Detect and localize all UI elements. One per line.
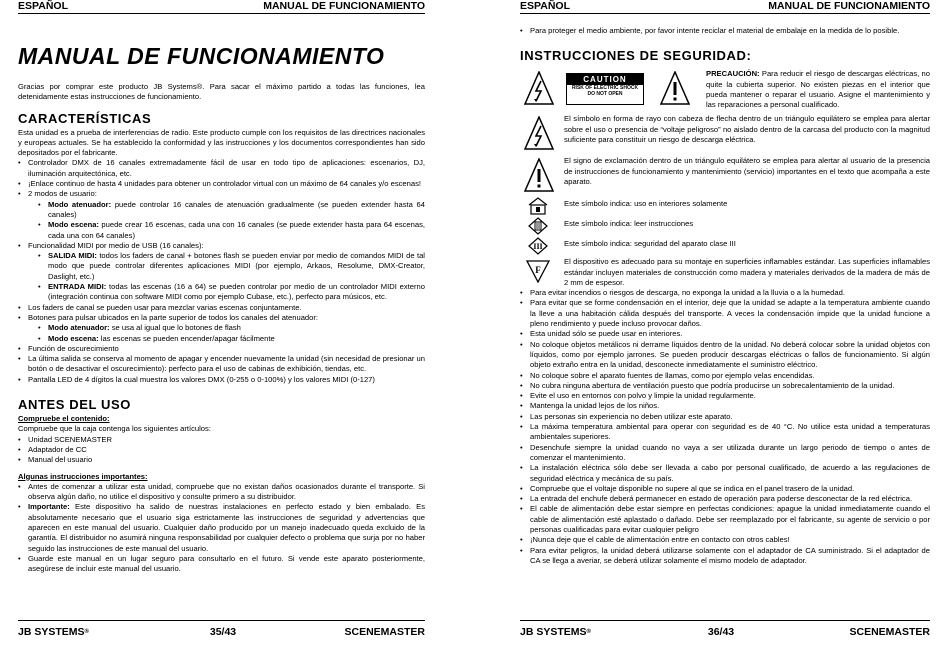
list-item: • Modo atenuador: puede controlar 16 canales de atenuación gradualmente (se pueden extender hasta 64 canales) xyxy=(38,200,425,221)
symbol-description: El signo de exclamación dentro de un triángulo equilátero se emplea para alertar al usuario de la presencia de instrucciones de funcionamiento y mantenimiento (servicio) importantes en el texto que acompaña a este aparato. xyxy=(564,156,930,186)
list-item: • 2 modos de usuario: xyxy=(18,189,425,199)
list-item: • No coloque objetos metálicos ni derrame líquidos dentro de la unidad. No deberá colocar sobre la unidad objetos con líquidos, como por ejemplo jarrones. Se pueden producir descargas eléctricas o fallos de funcionamiento. Si algún objeto extraño entra en la unidad, desconecte inmediatamente el suministro eléctrico. xyxy=(520,340,930,371)
list-item: • Evite el uso en entornos con polvo y limpie la unidad regularmente. xyxy=(520,391,930,401)
exclamation-warning-icon xyxy=(660,71,690,105)
list-item: • Modo atenuador: se usa al igual que lo botones de flash xyxy=(38,323,425,333)
footer-brand: JB SYSTEMS® xyxy=(18,626,89,638)
symbol-description: Este símbolo indica: seguridad del aparato clase III xyxy=(564,239,736,249)
header-title: MANUAL DE FUNCIONAMIENTO xyxy=(768,0,930,12)
flammable-surface-icon xyxy=(526,259,550,283)
intro-paragraph: Gracias por comprar este producto JB Systems®. Para sacar el máximo partido a todas las funciones, lea detenidamente estas instrucciones de funcionamiento. xyxy=(18,82,425,102)
svg-text:F: F xyxy=(535,265,541,276)
features-heading: CARACTERÍSTICAS xyxy=(18,110,152,126)
symbol-row xyxy=(520,156,930,192)
list-item: • Modo escena: las escenas se pueden encender/apagar fácilmente xyxy=(38,334,425,344)
list-item: • Las personas sin experiencia no deben utilizar este aparato. xyxy=(520,412,930,422)
midi-list xyxy=(18,251,425,302)
caution-label-box xyxy=(566,73,644,105)
list-item: • Para evitar peligros, la unidad deberá utilizarse solamente con el adaptador de CA suministrado. Si el adaptador de CA se llega a averiar, se deberá utilizar solamente el mismo modelo de adaptador. xyxy=(520,546,930,567)
caution-sub2: DO NOT OPEN xyxy=(587,91,623,98)
symbol-description: El dispositivo es adecuado para su montaje en superficies inflamables estándar. Las superficies inflamables estándar incluyen materiales de construcción como madera y materiales derivados de la madera de más de 2 mm de espesor. xyxy=(564,257,930,287)
features-list xyxy=(18,303,425,324)
features-list xyxy=(18,158,425,199)
list-item: • Los faders de canal se pueden usar para mezclar varias escenas conjuntamente. xyxy=(18,303,425,313)
user-modes-list xyxy=(18,200,425,241)
list-item: • Desenchufe siempre la unidad cuando no vaya a ser utilizada durante un largo periodo de tiempo o antes de comenzar el mantenimiento. xyxy=(520,443,930,464)
list-item: • El cable de alimentación debe estar siempre en perfectas condiciones: apague la unidad inmediatamente cuando el cable de alimentación esté aplastado o dañado. Debe ser reemplazado por el fabricante, su agente de servicio o por personas cualificadas para evitar cualquier peligro xyxy=(520,504,930,535)
symbol-description: Este símbolo indica: uso en interiores solamente xyxy=(564,199,728,209)
caution-sub1: RISK OF ELECTRIC SHOCK xyxy=(571,85,639,92)
list-item: • ENTRADA MIDI: todas las escenas (16 a 64) se pueden controlar por medio de un controlador MIDI externo (integración continua con software MIDI como por ejemplo Cubase, etc.), perfecto para músicos, etc. xyxy=(38,282,425,303)
list-item: • ¡Enlace continuo de hasta 4 unidades para obtener un controlador virtual con un máximo de 64 canales y/o escenas! xyxy=(18,179,425,189)
check-contents-title: Compruebe el contenido: xyxy=(18,414,110,424)
env-list xyxy=(520,26,930,36)
list-item: • Para proteger el medio ambiente, por favor intente reciclar el material de embalaje en la medida de lo posible. xyxy=(520,26,930,36)
footer-page-number: 35/43 xyxy=(209,626,237,638)
list-item: • ¡Nunca deje que el cable de alimentación entre en contacto con otros cables! xyxy=(520,535,930,545)
before-use-heading: ANTES DEL USO xyxy=(18,397,132,413)
list-item: • Pantalla LED de 4 dígitos la cual muestra los valores DMX (0-255 o 0-100%) y los valores MIDI (0-127) xyxy=(18,375,425,385)
footer-model: SCENEMASTER xyxy=(849,626,930,638)
list-item: • Funcionalidad MIDI por medio de USB (16 canales): xyxy=(18,241,425,251)
caution-block xyxy=(520,69,930,111)
header-language: ESPAÑOL xyxy=(520,0,570,12)
footer-model: SCENEMASTER xyxy=(344,626,425,638)
list-item: • La instalación eléctrica sólo debe ser llevada a cabo por personal cualificado, de acuerdo a las regulaciones de seguridad eléctrica y mecánica de su país. xyxy=(520,463,930,484)
symbol-row xyxy=(520,257,930,288)
list-item: • No coloque sobre el aparato fuentes de llamas, como por ejemplo velas encendidas. xyxy=(520,371,930,381)
caution-label: CAUTION xyxy=(567,74,643,85)
page-title: MANUAL DE FUNCIONAMIENTO xyxy=(18,43,385,69)
page-header xyxy=(18,0,425,14)
list-item: • La máxima temperatura ambiental para operar con seguridad es de 40 °C. No utilice esta unidad a temperaturas ambientales superiores. xyxy=(520,422,930,443)
class-three-icon xyxy=(528,237,548,255)
symbol-description: Este símbolo indica: leer instrucciones xyxy=(564,219,694,229)
list-item: • Esta unidad sólo se puede usar en interiores. xyxy=(520,329,930,339)
symbol-description: El símbolo en forma de rayo con cabeza de flecha dentro de un triángulo equilátero se emplea para alertar sobre el uso o presencia de “voltaje peligroso” no aislado dentro de la carcasa del producto con la magnitud suficiente para constituir un riesgo de descarga eléctrica. xyxy=(564,114,930,144)
list-item: • Mantenga la unidad lejos de los niños. xyxy=(520,401,930,411)
page-footer xyxy=(18,620,425,639)
symbol-row xyxy=(520,195,930,213)
header-language: ESPAÑOL xyxy=(18,0,68,12)
page-footer xyxy=(520,620,930,639)
features-list xyxy=(18,344,425,385)
contents-list xyxy=(18,435,425,466)
flash-list xyxy=(18,323,425,344)
lightning-triangle-icon xyxy=(524,116,554,150)
list-item: • Botones para pulsar ubicados en la parte superior de todos los canales del atenuador: xyxy=(18,313,425,323)
list-item: • Manual del usuario xyxy=(18,455,425,465)
right-page xyxy=(520,0,930,654)
list-item: • No cubra ninguna abertura de ventilación puesto que podría producirse un sobrecalentamiento de la unidad. xyxy=(520,381,930,391)
list-item: • Unidad SCENEMASTER xyxy=(18,435,425,445)
list-item: • SALIDA MIDI: todos los faders de canal + botones flash se pueden enviar por medio de comandos MIDI de tal modo que puede controlar diferentes aplicaciones MIDI (por ejemplo, Arkaos, Resolume, DMX-Creator, Daslight, etc.) xyxy=(38,251,425,282)
read-instructions-icon xyxy=(528,217,548,235)
list-item: • Para evitar que se forme condensación en el interior, deje que la unidad se adapte a la temperatura ambiente cuando la lleve a una habitación cálida después del transporte. A veces la condensación impide que la unidad funcione a pleno rendimiento y puede incluso provocar daños. xyxy=(520,298,930,329)
list-item: • Para evitar incendios o riesgos de descarga, no exponga la unidad a la lluvia o a la humedad. xyxy=(520,288,930,298)
list-item: • Controlador DMX de 16 canales extremadamente fácil de usar en todo tipo de aplicaciones: escenarios, DJ, iluminación arquitectónica, etc. xyxy=(18,158,425,179)
svg-text:III: III xyxy=(533,242,543,252)
footer-page-number: 36/43 xyxy=(707,626,735,638)
symbol-row xyxy=(520,235,930,253)
list-item: • Antes de comenzar a utilizar esta unidad, compruebe que no existan daños ocasionados durante el transporte. Si observa algún daño, no utilice el dispositivo y consulte primero a su distribuidor. xyxy=(18,482,425,503)
features-list xyxy=(18,241,425,251)
safety-heading: INSTRUCCIONES DE SEGURIDAD: xyxy=(520,48,752,64)
list-item: • Compruebe que el voltaje disponible no supere al que se indica en el panel trasero de la unidad. xyxy=(520,484,930,494)
footer-brand: JB SYSTEMS® xyxy=(520,626,591,638)
features-intro: Esta unidad es a prueba de interferencias de radio. Este producto cumple con los requisitos de las directrices nacionales y europeas actuales. Se ha establecido la conformidad y las instrucciones y los documentos correspondientes han sido depositados por el fabricante. xyxy=(18,127,425,158)
notes-title: Algunas instrucciones importantes: xyxy=(18,471,148,481)
safety-list xyxy=(520,288,930,566)
list-item: • Adaptador de CC xyxy=(18,445,425,455)
precaution-text: PRECAUCIÓN: Para reducir el riesgo de descargas eléctricas, no quite la cubierta superior. No existen piezas en el interior que pueda mantener o reparar el usuario. Asigne el mantenimiento y las reparaciones a personal cualificado. xyxy=(706,69,930,110)
page-body xyxy=(520,26,930,566)
left-page xyxy=(18,0,425,654)
lightning-warning-icon xyxy=(524,71,554,105)
list-item: • La última salida se conserva al momento de apagar y encender nuevamente la unidad (sin necesidad de presionar un botón o de desactivar el oscurecimiento): perfecto para el uso de cabinas de exhibición, tiendas, etc. xyxy=(18,354,425,375)
page-header xyxy=(520,0,930,14)
header-title: MANUAL DE FUNCIONAMIENTO xyxy=(263,0,425,12)
symbol-row xyxy=(520,114,930,154)
indoor-use-icon xyxy=(528,197,548,215)
page-body xyxy=(18,42,425,574)
exclamation-triangle-icon xyxy=(524,158,554,192)
check-contents-intro: Compruebe que la caja contenga los siguientes artículos: xyxy=(18,424,211,434)
list-item: • Importante: Este dispositivo ha salido de nuestras instalaciones en perfecto estado y bien embalado. Es absolutamente necesario que el usuario siga estrictamente las instrucciones de seguridad y advertencias que aparecen en este manual del usuario. Cualquier daño producido por un manejo inadecuado queda excluido de la garantía. El distribuidor no asumirá ninguna responsabilidad por cualquier defecto o problema que surja por no haber seguido las instrucciones de este manual del usuario. xyxy=(18,502,425,553)
symbol-row xyxy=(520,215,930,233)
list-item: • La entrada del enchufe deberá permanecer en estado de operación para poderse desconectar de la red eléctrica. xyxy=(520,494,930,504)
notes-list xyxy=(18,482,425,575)
list-item: • Función de oscurecimiento xyxy=(18,344,425,354)
list-item: • Guarde este manual en un lugar seguro para consultarlo en el futuro. Si vende este aparato posteriormente, asegúrese de incluir este manual del usuario. xyxy=(18,554,425,575)
list-item: • Modo escena: puede crear 16 escenas, cada una con 16 canales (se puede extender hasta para 64 escenas, cada una con 64 canales) xyxy=(38,220,425,241)
